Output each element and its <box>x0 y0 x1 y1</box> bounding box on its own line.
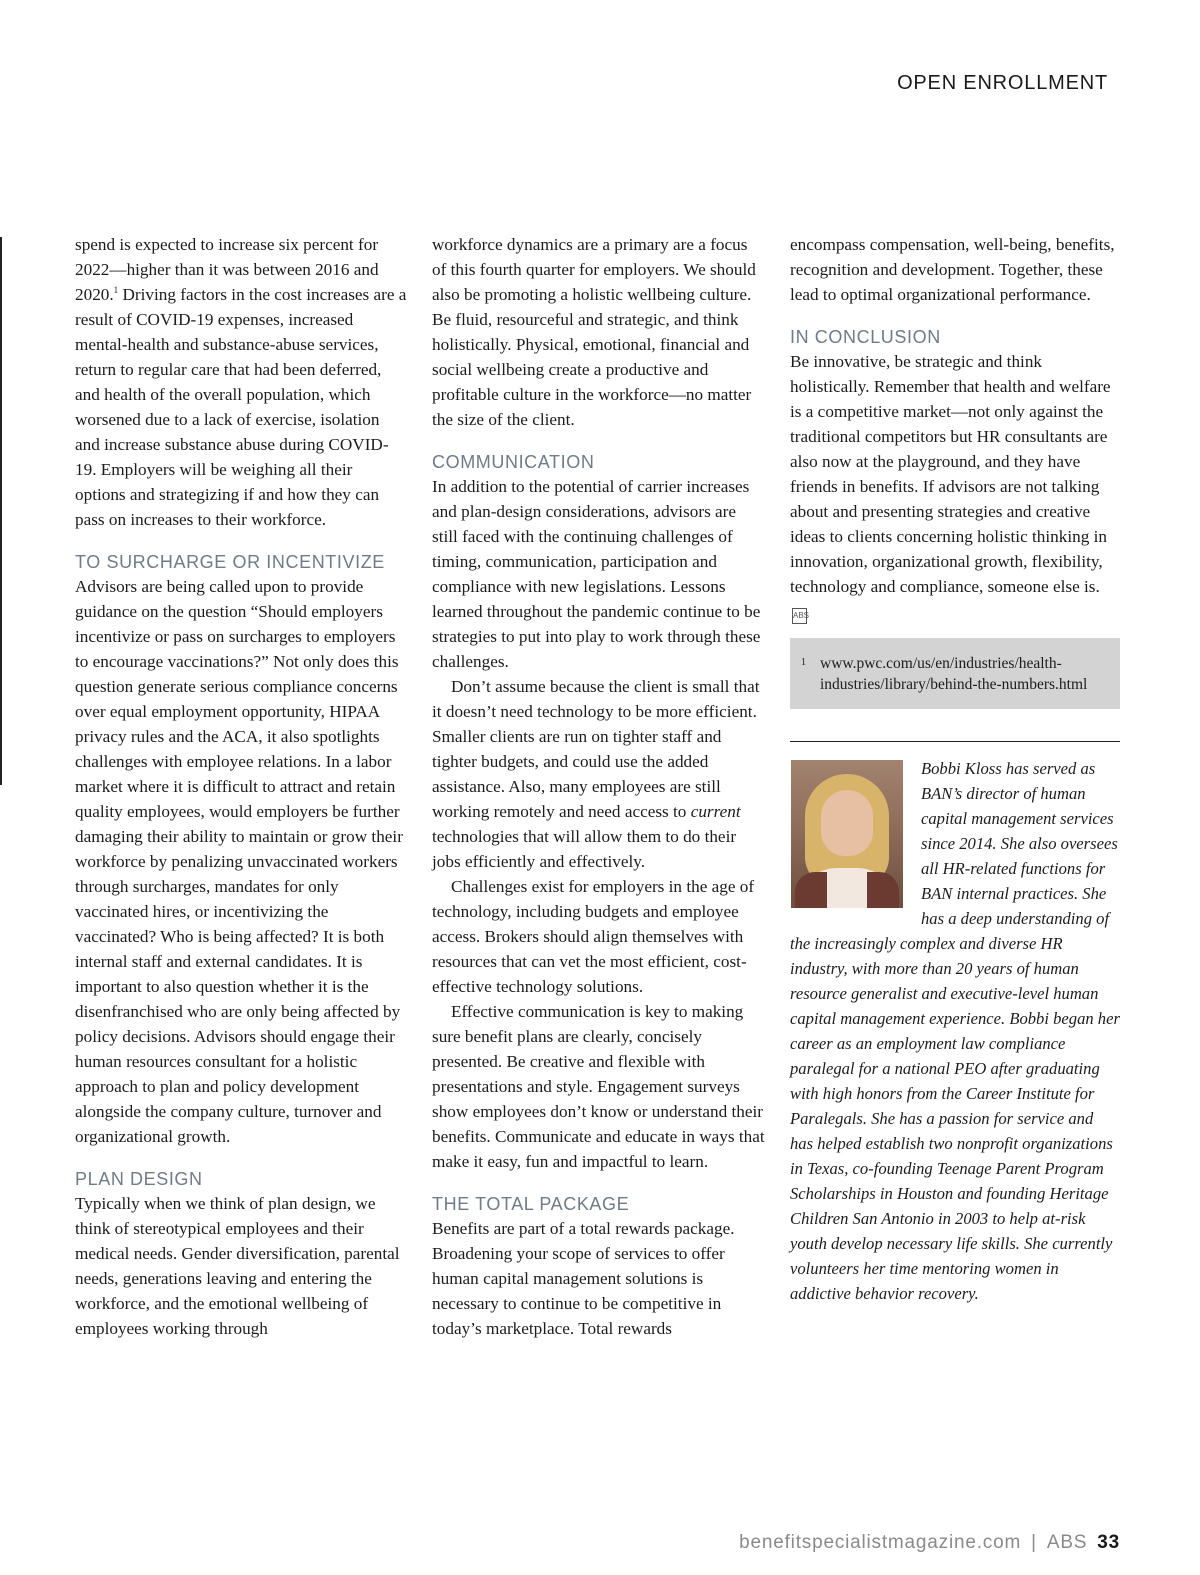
end-mark-icon: ABS <box>792 608 807 624</box>
footnote-box <box>790 638 1120 709</box>
heading-plan-design: PLAN DESIGN <box>75 1169 203 1189</box>
paragraph: In addition to the potential of carrier increases and plan-design considerations, advisors are still faced with the continuing challenges of timing, communication, participation and compliance with new legislations. Lessons learned throughout the pandemic continue to be strategies to put into play to work through these challenges. <box>432 477 761 671</box>
paragraph: Benefits are part of a total rewards package. Broadening your scope of services to offer human capital management solutions is necessary to continue to be competitive in today’s marketplace. Total rewards <box>432 1219 735 1338</box>
page-footer <box>739 1532 1120 1554</box>
footnote-number: 1 <box>801 657 806 668</box>
paragraph: workforce dynamics are a primary are a focus of this fourth quarter for employers. We should also be promoting a holistic wellbeing culture. Be fluid, resourceful and strategic, and think holistically. Physical, emotional, financial and social wellbeing create a productive and profitable culture in the workforce—no matter the size of the client. <box>432 235 756 429</box>
heading-surcharge: TO SURCHARGE OR INCENTIVIZE <box>75 552 385 572</box>
paragraph: spend is expected to increase six percent for 2022—higher than it was between 2016 and 2020.$^1$ Driving factors in the cost increases are a result of COVID-19 expenses, increased mental-health and substance-abuse services, return to regular care that had been deferred, and health of the overall population, which worsened due to a lack of exercise, isolation and increase substance abuse during COVID-19. Employers will be weighing all their options and strategizing if and how they can pass on increases to their workforce. <box>75 235 407 529</box>
page-number: 33 <box>1097 1532 1120 1553</box>
paragraph: encompass compensation, well-being, benefits, recognition and development. Together, these lead to optimal organizational performance. <box>790 235 1115 304</box>
paragraph: Challenges exist for employers in the age of technology, including budgets and employee access. Brokers should align themselves with resources that can vet the most efficient, cost-effective technology solutions. <box>432 877 755 996</box>
heading-total-package: THE TOTAL PACKAGE <box>432 1194 630 1214</box>
author-bio-text: Bobbi Kloss has served as BAN’s director of human capital management services since 2014. She also oversees all HR-related functions for BAN internal practices. She has a deep understanding of the increasingly complex and diverse HR industry, with more than 20 years of human resource generalist and executive-level human capital management experience. Bobbi began her career as an employment law compliance paralegal for a national PEO after graduating with high honors from the Career Institute for Paralegals. She has a passion for service and has helped establish two nonprofit organizations in Texas, co-founding Teenage Parent Program Scholarships in Houston and founding Heritage Children San Antonio in 2003 to help at-risk youth develop necessary life skills. She currently volunteers her time mentoring women in addictive behavior recovery. <box>790 759 1120 1303</box>
margin-rule <box>0 237 2 785</box>
footer-separator: | <box>1031 1532 1037 1553</box>
footer-site[interactable]: benefitspecialistmagazine.com <box>739 1532 1022 1553</box>
footnote-ref[interactable]: 1 <box>113 285 119 295</box>
column-1 <box>75 232 407 1341</box>
paragraph: Don’t assume because the client is small that it doesn’t need technology to be more efficient. Smaller clients are run on tighter staff and tighter budgets, and could use the added assistance. Also, many employees are still working remotely and need access to current technologies that will allow them to do their jobs efficiently and effectively. <box>432 677 760 871</box>
column-2 <box>432 232 765 1341</box>
paragraph: Advisors are being called upon to provide guidance on the question “Should employers incentivize or pass on surcharges to employers to encourage vaccinations?” Not only does this question generate serious compliance concerns over equal employment opportunity, HIPAA privacy rules and the ACA, it also spotlights challenges with employee relations. In a labor market where it is difficult to attract and retain quality employees, would employers be further damaging their ability to maintain or grow their workforce by penalizing unvaccinated workers through surcharges, mandates for only vaccinated hires, or incentivizing the vaccinated? Who is being affected? It is both internal staff and external candidates. It is important to also question whether it is the disenfranchised who are only being affected by policy decisions. Advisors should engage their human resources consultant for a holistic approach to plan and policy development alongside the company culture, turnover and organizational growth. <box>75 577 403 1146</box>
footer-magazine: ABS <box>1046 1532 1088 1553</box>
section-label: OPEN ENROLLMENT <box>897 72 1108 94</box>
paragraph: Typically when we think of plan design, we think of stereotypical employees and their medical needs. Gender diversification, parental needs, generations leaving and entering the workforce, and the emotional wellbeing of employees working through <box>75 1194 400 1338</box>
paragraph: Be innovative, be strategic and think holistically. Remember that health and welfare is a competitive market—not only against the traditional competitors but HR consultants are also now at the playground, and they have friends in benefits. If advisors are not talking about and presenting strategies and creative ideas to clients concerning holistic thinking in innovation, organizational growth, flexibility, technology and compliance, someone else is. ABS <box>790 349 1120 624</box>
author-photo <box>791 760 903 908</box>
heading-conclusion: IN CONCLUSION <box>790 327 941 347</box>
paragraph: Effective communication is key to making sure benefit plans are clearly, concisely presented. Be creative and flexible with presentations and style. Engagement surveys show employees don’t know or understand their benefits. Communicate and educate in ways that make it easy, fun and impactful to learn. <box>432 1002 765 1171</box>
author-bio <box>790 756 1120 1306</box>
column-3 <box>790 232 1120 1306</box>
bio-divider <box>790 741 1120 742</box>
heading-communication: COMMUNICATION <box>432 452 595 472</box>
footnote-link[interactable]: www.pwc.com/us/en/industries/health-industries/library/behind-the-numbers.html <box>820 655 1088 693</box>
